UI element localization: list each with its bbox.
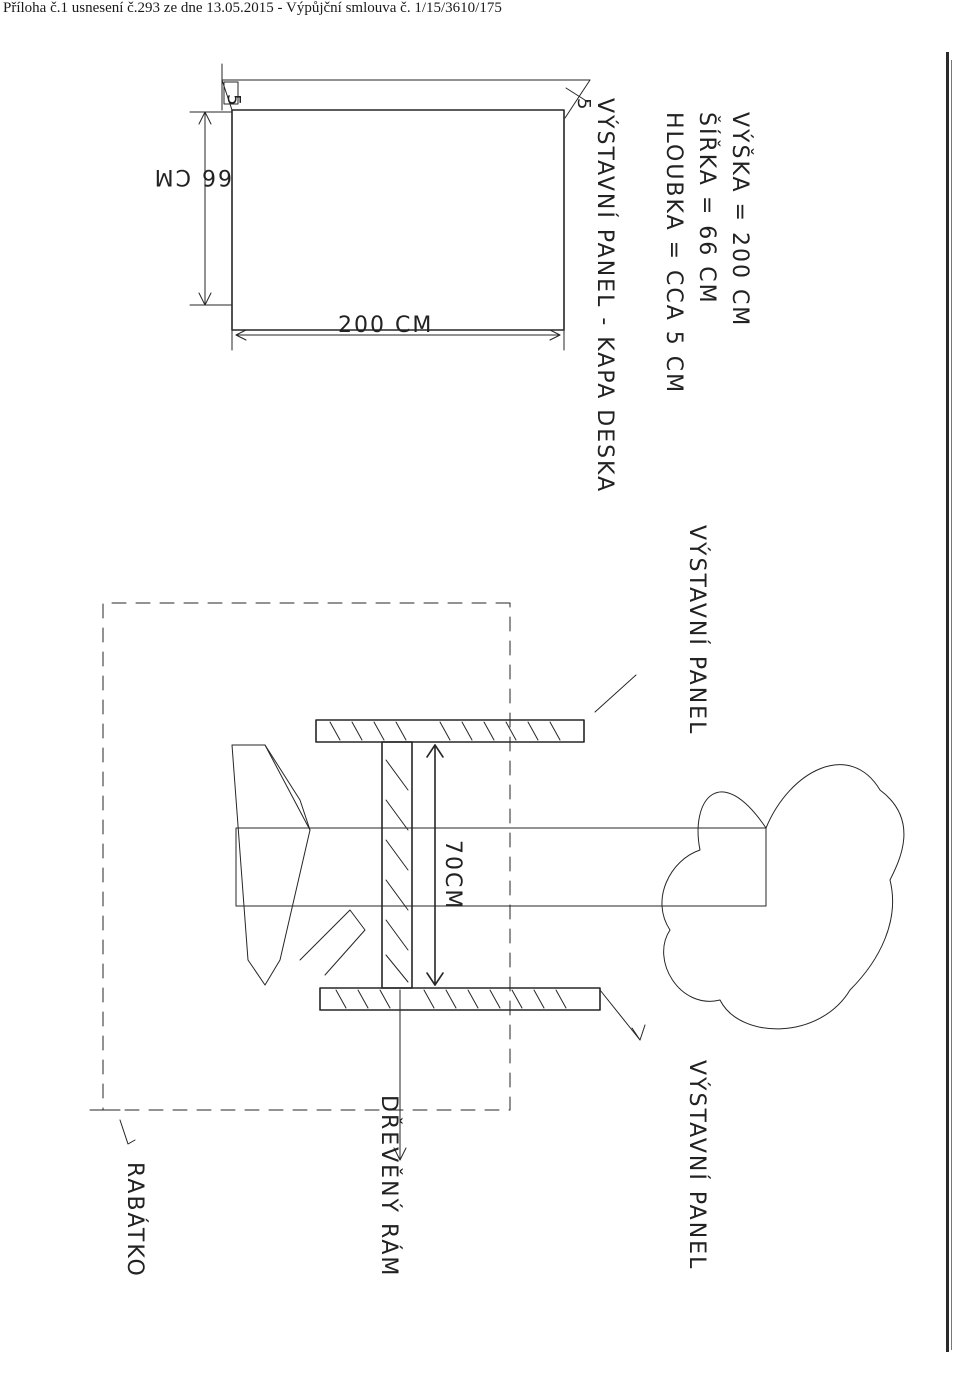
wooden-frame: [382, 742, 412, 988]
spec-height: VÝŠKA = 200 CM: [727, 112, 752, 328]
frame-label: DŘEVĚNÝ RÁM: [376, 1095, 401, 1278]
panel-label-upper: VÝSTAVNÍ PANEL: [684, 525, 709, 736]
hatch-lower: [336, 990, 566, 1008]
hatch-upper: [330, 722, 560, 740]
tree-crown: [662, 765, 904, 1029]
panel-drawing-top: [153, 64, 753, 493]
pointer-panel-upper: [595, 675, 636, 712]
dim-70-label: 70CM: [440, 840, 465, 911]
pointer-panel-lower: [600, 990, 640, 1040]
hatch-frame: [386, 760, 408, 982]
spec-width: ŠÍŘKA = 66 CM: [694, 112, 719, 305]
thickness-label-left: 5: [223, 94, 244, 108]
width-dimension-label: 66 CM: [152, 164, 232, 189]
bench-foot: [300, 910, 365, 975]
exhibit-panel-lower: [320, 988, 600, 1010]
page-header: Příloha č.1 usnesení č.293 ze dne 13.05.2015 - Výpůjční smlouva č. 1/15/3610/175: [3, 0, 502, 16]
spec-depth: HLOUBKA = CCA 5 CM: [661, 112, 686, 395]
plan-drawing-bottom: [90, 525, 904, 1278]
pointer-bed: [120, 1120, 135, 1144]
tree-trunk: [236, 828, 766, 906]
panel-label-top-sketch: VÝSTAVNÍ PANEL - KAPA DESKA: [592, 98, 617, 494]
thickness-label-right: 5: [573, 98, 594, 112]
bed-label: RABÁTKO: [122, 1162, 147, 1278]
length-dimension-label: 200 CM: [338, 313, 434, 338]
panel-label-lower: VÝSTAVNÍ PANEL: [684, 1060, 709, 1271]
bench-sketch: [232, 745, 310, 985]
exhibit-panel-upper: [316, 720, 584, 742]
panel-rectangle: [232, 110, 564, 330]
